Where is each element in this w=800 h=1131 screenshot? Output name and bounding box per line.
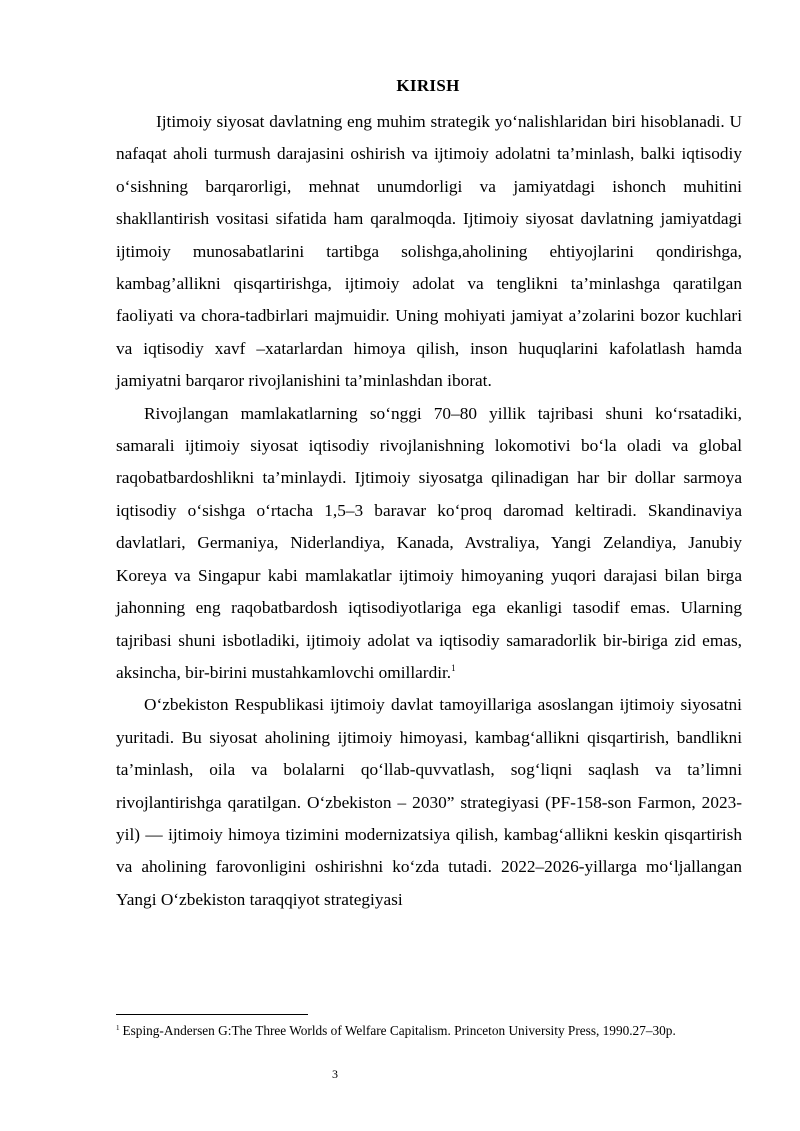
section-title: KIRISH xyxy=(396,76,460,95)
paragraph-3-text: O‘zbekiston Respublikasi ijtimoiy davlat tamoyillariga asoslangan ijtimoiy siyosatni yuritadi. Bu siyosat aholining ijtimoiy himoyasi, kambag‘allikni qisqartirish, bandlikni ta’minlash, oila va bolalarni qo‘llab-quvvatlash, sog‘liqni saqlash va ta’limni rivojlantirishga qaratilgan. O‘zbekiston – 2030” strategiyasi (PF-158-son Farmon, 2023-yil) — ijtimoiy himoya tizimini modernizatsiya qilish, kambag‘allikni keskin qisqartirish va aholining farovonligini oshirishni ko‘zda tutadi. 2022–2026-yillarga mo‘ljallangan Yangi O‘zbekiston taraqqiyot strategiyasi xyxy=(116,695,742,909)
footnote-separator xyxy=(116,1014,308,1015)
document-body xyxy=(116,106,742,916)
paragraph-1 xyxy=(116,106,742,398)
footnote xyxy=(116,1022,756,1040)
paragraph-2 xyxy=(116,398,742,690)
paragraph-3 xyxy=(116,689,742,916)
footnote-reference[interactable]: 1 xyxy=(451,662,456,673)
paragraph-2-text: Rivojlangan mamlakatlarning so‘nggi 70–80 yillik tajribasi shuni ko‘rsatadiki, samarali ijtimoiy siyosat iqtisodiy rivojlanishning lokomotivi bo‘la oladi va global raqobatbardoshlikni ta’minlaydi. Ijtimoiy siyosatga qilinadigan har bir dollar sarmoya iqtisodiy o‘sishga o‘rtacha 1,5–3 baravar ko‘proq daromad keltiradi. Skandinaviya davlatlari, Germaniya, Niderlandiya, Kanada, Avstraliya, Yangi Zelandiya, Janubiy Koreya va Singapur kabi mamlakatlar ijtimoiy himoyaning yuqori darajasi bilan birga jahonning eng raqobatbardosh iqtisodiyotlariga ega ekanligi tasodif emas. Ularning tajribasi shuni isbotladiki, ijtimoiy adolat va iqtisodiy samaradorlik bir-biriga zid emas, aksincha, bir-birini mustahkamlovchi omillardir. xyxy=(116,403,742,682)
footnote-mark: 1 xyxy=(116,1024,120,1032)
footnote-text: Esping-Andersen G:The Three Worlds of Welfare Capitalism. Princeton University Press, 1990.27–30p. xyxy=(122,1023,676,1038)
paragraph-1-text: Ijtimoiy siyosat davlatning eng muhim strategik yo‘nalishlaridan biri hisoblanadi. U nafaqat aholi turmush darajasini oshirish va ijtimoiy adolatni ta’minlash, balki iqtisodiy o‘sishning barqarorligi, mehnat unumdorligi va jamiyatdagi ishonch muhitini shakllantirish vositasi sifatida ham qaralmoqda. Ijtimoiy siyosat davlatning jamiyatdagi ijtimoiy munosabatlarini tartibga solishga,aholining ehtiyojlarini qondirishga, kambag’allikni qisqartirishga, ijtimoiy adolat va tenglikni ta’minlashga qaratilgan faoliyati va chora-tadbirlari majmuidir. Uning mohiyati jamiyat a’zolarini bozor kuchlari va iqtisodiy xavf –xatarlardan himoya qilish, inson huquqlarini kafolatlash hamda jamiyatni barqaror rivojlanishini ta’minlashdan iborat. xyxy=(116,112,742,391)
page-number: 3 xyxy=(332,1067,338,1081)
